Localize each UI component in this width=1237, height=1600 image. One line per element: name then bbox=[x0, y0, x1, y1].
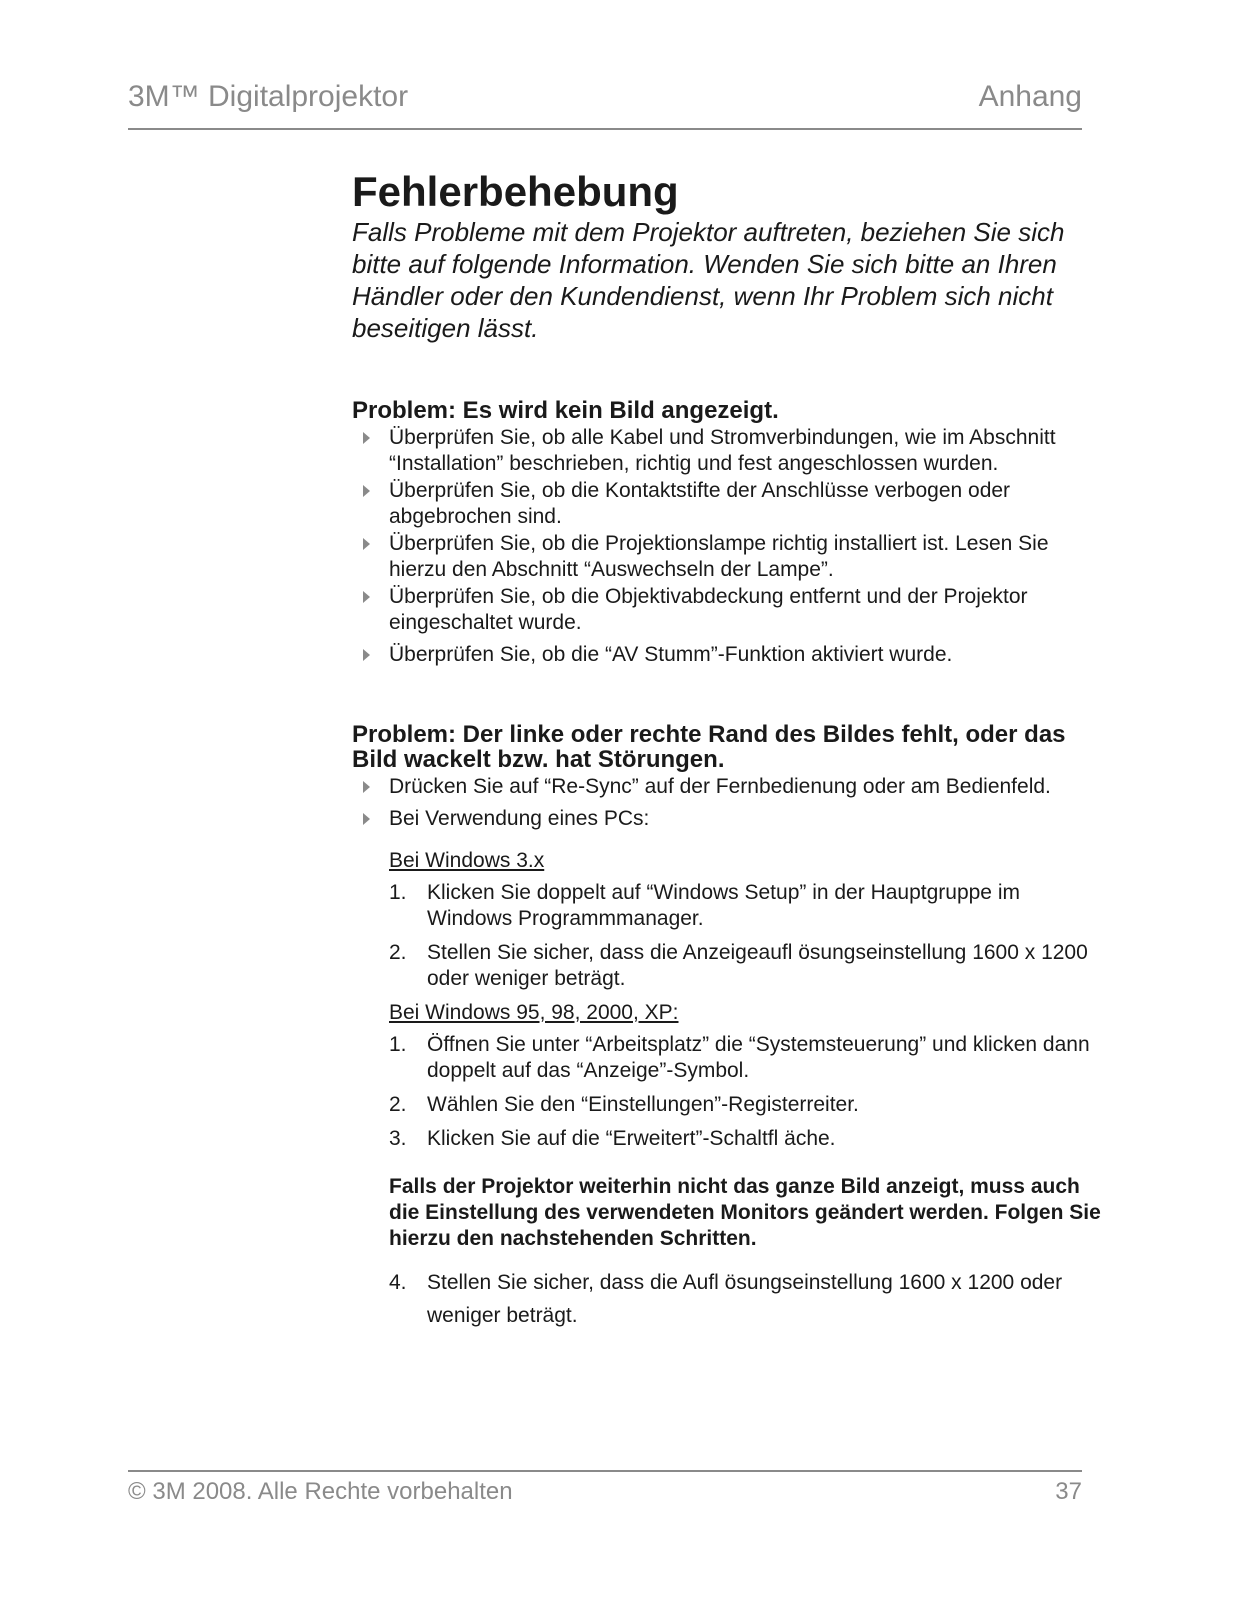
header-section: Anhang bbox=[978, 80, 1082, 113]
pc-instructions bbox=[389, 848, 1102, 1332]
monitor-steps bbox=[389, 1266, 1102, 1332]
step-text: Klicken Sie doppelt auf “Windows Setup” in der Hauptgruppe im Windows Programmmanager. bbox=[427, 881, 1020, 930]
step-item bbox=[389, 880, 1102, 932]
arrow-bullet-icon bbox=[363, 649, 370, 661]
list-item-text: Überprüfen Sie, ob die Projektionslampe richtig installiert ist. Lesen Sie hierzu den Abschnitt “Auswechseln der Lampe”. bbox=[389, 532, 1049, 581]
step-number: 2. bbox=[389, 1093, 407, 1116]
arrow-bullet-icon bbox=[363, 432, 370, 444]
footer-copyright: © 3M 2008. Alle Rechte vorbehalten bbox=[128, 1478, 513, 1505]
list-item bbox=[352, 478, 1102, 530]
list-item bbox=[352, 806, 1102, 832]
list-item bbox=[352, 531, 1102, 583]
arrow-bullet-icon bbox=[363, 591, 370, 603]
step-text: Stellen Sie sicher, dass die Anzeigeaufl ösungseinstellung 1600 x 1200 oder weniger beträgt. bbox=[427, 941, 1088, 990]
step-number: 1. bbox=[389, 1033, 407, 1056]
problem-1-list bbox=[352, 425, 1102, 668]
list-item bbox=[352, 774, 1102, 800]
step-text: Öffnen Sie unter “Arbeitsplatz” die “Systemsteuerung” und klicken dann doppelt auf das “Anzeige”-Symbol. bbox=[427, 1033, 1090, 1082]
monitor-note: Falls der Projektor weiterhin nicht das ganze Bild anzeigt, muss auch die Einstellung des verwendeten Monitors geändert werden. Folgen Sie hierzu den nachstehenden Schritten. bbox=[389, 1175, 1101, 1250]
step-number: 2. bbox=[389, 941, 407, 964]
problem-2-heading: Problem: Der linke oder rechte Rand des Bildes fehlt, oder das Bild wackelt bzw. hat Störungen. bbox=[352, 721, 1066, 773]
header-product: 3M™ Digitalprojektor bbox=[128, 80, 409, 113]
list-item-text: Überprüfen Sie, ob die Kontaktstifte der Anschlüsse verbogen oder abgebrochen sind. bbox=[389, 479, 1011, 528]
step-number: 3. bbox=[389, 1127, 407, 1150]
problem-1-heading: Problem: Es wird kein Bild angezeigt. bbox=[352, 397, 779, 424]
step-item bbox=[389, 1266, 1102, 1332]
list-item-text: Drücken Sie auf “Re-Sync” auf der Fernbedienung oder am Bedienfeld. bbox=[389, 775, 1051, 798]
list-item-text: Bei Verwendung eines PCs: bbox=[389, 807, 650, 830]
page-number: 37 bbox=[1055, 1478, 1082, 1505]
list-item-text: Überprüfen Sie, ob die “AV Stumm”-Funktion aktiviert wurde. bbox=[389, 643, 953, 666]
step-number: 4. bbox=[389, 1271, 407, 1294]
step-number: 1. bbox=[389, 881, 407, 904]
problem-2-list bbox=[352, 774, 1102, 832]
main-content bbox=[352, 168, 1102, 1340]
windows-3x-steps bbox=[389, 880, 1102, 992]
list-item bbox=[352, 642, 1102, 668]
step-text: Klicken Sie auf die “Erweitert”-Schaltfl äche. bbox=[427, 1127, 836, 1150]
page-title: Fehlerbehebung bbox=[352, 168, 679, 215]
arrow-bullet-icon bbox=[363, 485, 370, 497]
page-footer bbox=[128, 1470, 1082, 1505]
list-item-text: Überprüfen Sie, ob alle Kabel und Stromverbindungen, wie im Abschnitt “Installation” beschrieben, richtig und fest angeschlossen wurden. bbox=[389, 426, 1056, 475]
windows-95-steps bbox=[389, 1032, 1102, 1152]
step-item bbox=[389, 1126, 1102, 1152]
arrow-bullet-icon bbox=[363, 781, 370, 793]
list-item bbox=[352, 584, 1102, 636]
step-item bbox=[389, 940, 1102, 992]
arrow-bullet-icon bbox=[363, 813, 370, 825]
page-header bbox=[128, 82, 1082, 130]
step-text: Wählen Sie den “Einstellungen”-Registerreiter. bbox=[427, 1093, 859, 1116]
step-text: Stellen Sie sicher, dass die Aufl ösungseinstellung 1600 x 1200 oder weniger beträgt. bbox=[427, 1271, 1063, 1327]
arrow-bullet-icon bbox=[363, 538, 370, 550]
list-item-text: Überprüfen Sie, ob die Objektivabdeckung entfernt und der Projektor eingeschaltet wurde. bbox=[389, 585, 1028, 634]
windows-3x-heading: Bei Windows 3.x bbox=[389, 849, 545, 872]
step-item bbox=[389, 1092, 1102, 1118]
step-item bbox=[389, 1032, 1102, 1084]
list-item bbox=[352, 425, 1102, 477]
windows-95-heading: Bei Windows 95, 98, 2000, XP: bbox=[389, 1001, 679, 1024]
intro-text: Falls Probleme mit dem Projektor auftreten, beziehen Sie sich bitte auf folgende Information. Wenden Sie sich bitte an Ihren Händler oder den Kundendienst, wenn Ihr Problem sich nicht beseitigen lässt. bbox=[352, 217, 1065, 343]
